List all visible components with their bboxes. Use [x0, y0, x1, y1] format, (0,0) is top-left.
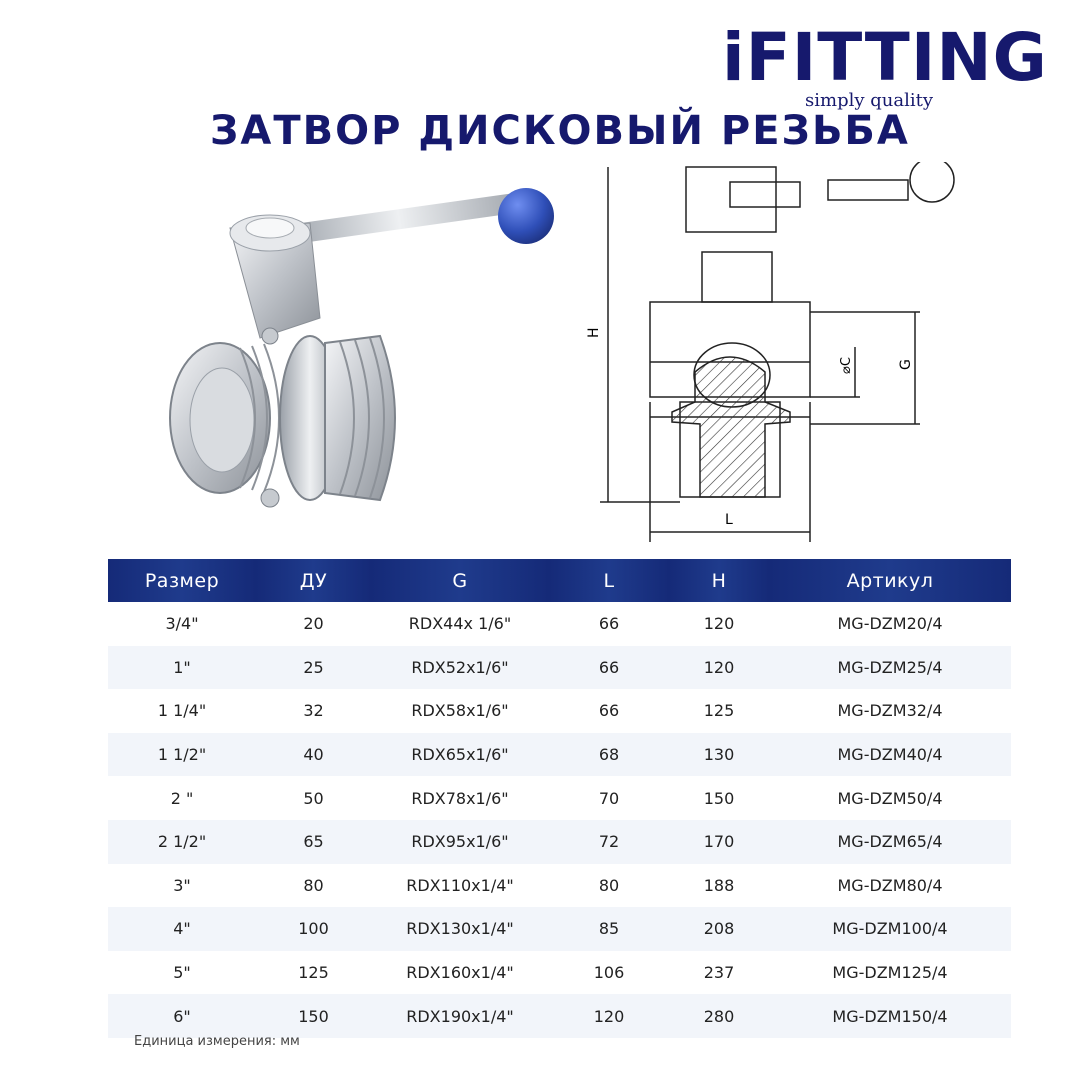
cell-l: 106: [549, 951, 669, 995]
cell-dn: 50: [256, 776, 371, 820]
cell-h: 280: [669, 994, 769, 1038]
cell-l: 72: [549, 820, 669, 864]
cell-dn: 80: [256, 864, 371, 908]
brand-tagline: simply quality: [805, 90, 933, 111]
label-l: L: [725, 512, 733, 528]
cell-article: MG-DZM50/4: [769, 776, 1011, 820]
cell-article: MG-DZM32/4: [769, 689, 1011, 733]
cell-g: RDX95x1/6": [371, 820, 549, 864]
cell-h: 208: [669, 907, 769, 951]
cell-g: RDX110x1/4": [371, 864, 549, 908]
specs-table: [108, 559, 1011, 1038]
cell-h: 188: [669, 864, 769, 908]
table-row: [108, 646, 1011, 690]
cell-size: 2 1/2": [108, 820, 256, 864]
cell-size: 1 1/2": [108, 733, 256, 777]
cell-size: 4": [108, 907, 256, 951]
cell-l: 68: [549, 733, 669, 777]
product-photo: [160, 168, 580, 528]
cell-article: MG-DZM125/4: [769, 951, 1011, 995]
table-row: [108, 689, 1011, 733]
cell-g: RDX44x 1/6": [371, 602, 549, 646]
brand-logo: [722, 18, 1052, 116]
cell-article: MG-DZM150/4: [769, 994, 1011, 1038]
cell-dn: 100: [256, 907, 371, 951]
cell-g: RDX58x1/6": [371, 689, 549, 733]
cell-size: 6": [108, 994, 256, 1038]
cell-l: 66: [549, 689, 669, 733]
cell-dn: 25: [256, 646, 371, 690]
cell-g: RDX190x1/4": [371, 994, 549, 1038]
cell-size: 2 ": [108, 776, 256, 820]
cell-size: 1 1/4": [108, 689, 256, 733]
cell-l: 120: [549, 994, 669, 1038]
cell-g: RDX65x1/6": [371, 733, 549, 777]
table-row: [108, 994, 1011, 1038]
technical-drawing: [580, 162, 980, 550]
cell-h: 170: [669, 820, 769, 864]
cell-g: RDX130x1/4": [371, 907, 549, 951]
cell-l: 66: [549, 646, 669, 690]
header-size: Размер: [108, 559, 256, 602]
cell-dn: 40: [256, 733, 371, 777]
cell-dn: 125: [256, 951, 371, 995]
handle-knob: [498, 188, 554, 244]
cell-g: RDX160x1/4": [371, 951, 549, 995]
table-row: [108, 602, 1011, 646]
cell-g: RDX78x1/6": [371, 776, 549, 820]
cell-h: 120: [669, 646, 769, 690]
label-g: G: [898, 359, 914, 370]
cell-h: 125: [669, 689, 769, 733]
page-title: ЗАТВОР ДИСКОВЫЙ РЕЗЬБА: [210, 108, 910, 154]
cell-h: 120: [669, 602, 769, 646]
cell-h: 237: [669, 951, 769, 995]
header-l: L: [549, 559, 669, 602]
cell-article: MG-DZM80/4: [769, 864, 1011, 908]
cell-l: 70: [549, 776, 669, 820]
unit-note: Единица измерения: мм: [134, 1034, 300, 1049]
cell-l: 66: [549, 602, 669, 646]
table-row: [108, 907, 1011, 951]
brand-name: iFITTING: [722, 19, 1048, 96]
cell-size: 3": [108, 864, 256, 908]
header-h: H: [669, 559, 769, 602]
cell-article: MG-DZM20/4: [769, 602, 1011, 646]
table-row: [108, 733, 1011, 777]
label-c: ⌀C: [839, 357, 854, 374]
table-row: [108, 820, 1011, 864]
header-g: G: [371, 559, 549, 602]
cell-dn: 32: [256, 689, 371, 733]
cell-article: MG-DZM100/4: [769, 907, 1011, 951]
cell-size: 1": [108, 646, 256, 690]
table-row: [108, 864, 1011, 908]
cell-h: 150: [669, 776, 769, 820]
header-dn: ДУ: [256, 559, 371, 602]
cell-dn: 150: [256, 994, 371, 1038]
table-header-row: [108, 559, 1011, 602]
table-row: [108, 951, 1011, 995]
cell-dn: 20: [256, 602, 371, 646]
cell-dn: 65: [256, 820, 371, 864]
header-article: Артикул: [769, 559, 1011, 602]
cell-l: 85: [549, 907, 669, 951]
table-row: [108, 776, 1011, 820]
cell-article: MG-DZM25/4: [769, 646, 1011, 690]
cell-article: MG-DZM65/4: [769, 820, 1011, 864]
cell-article: MG-DZM40/4: [769, 733, 1011, 777]
cell-h: 130: [669, 733, 769, 777]
label-h: H: [586, 327, 602, 338]
cell-size: 3/4": [108, 602, 256, 646]
cell-g: RDX52x1/6": [371, 646, 549, 690]
cell-size: 5": [108, 951, 256, 995]
cell-l: 80: [549, 864, 669, 908]
